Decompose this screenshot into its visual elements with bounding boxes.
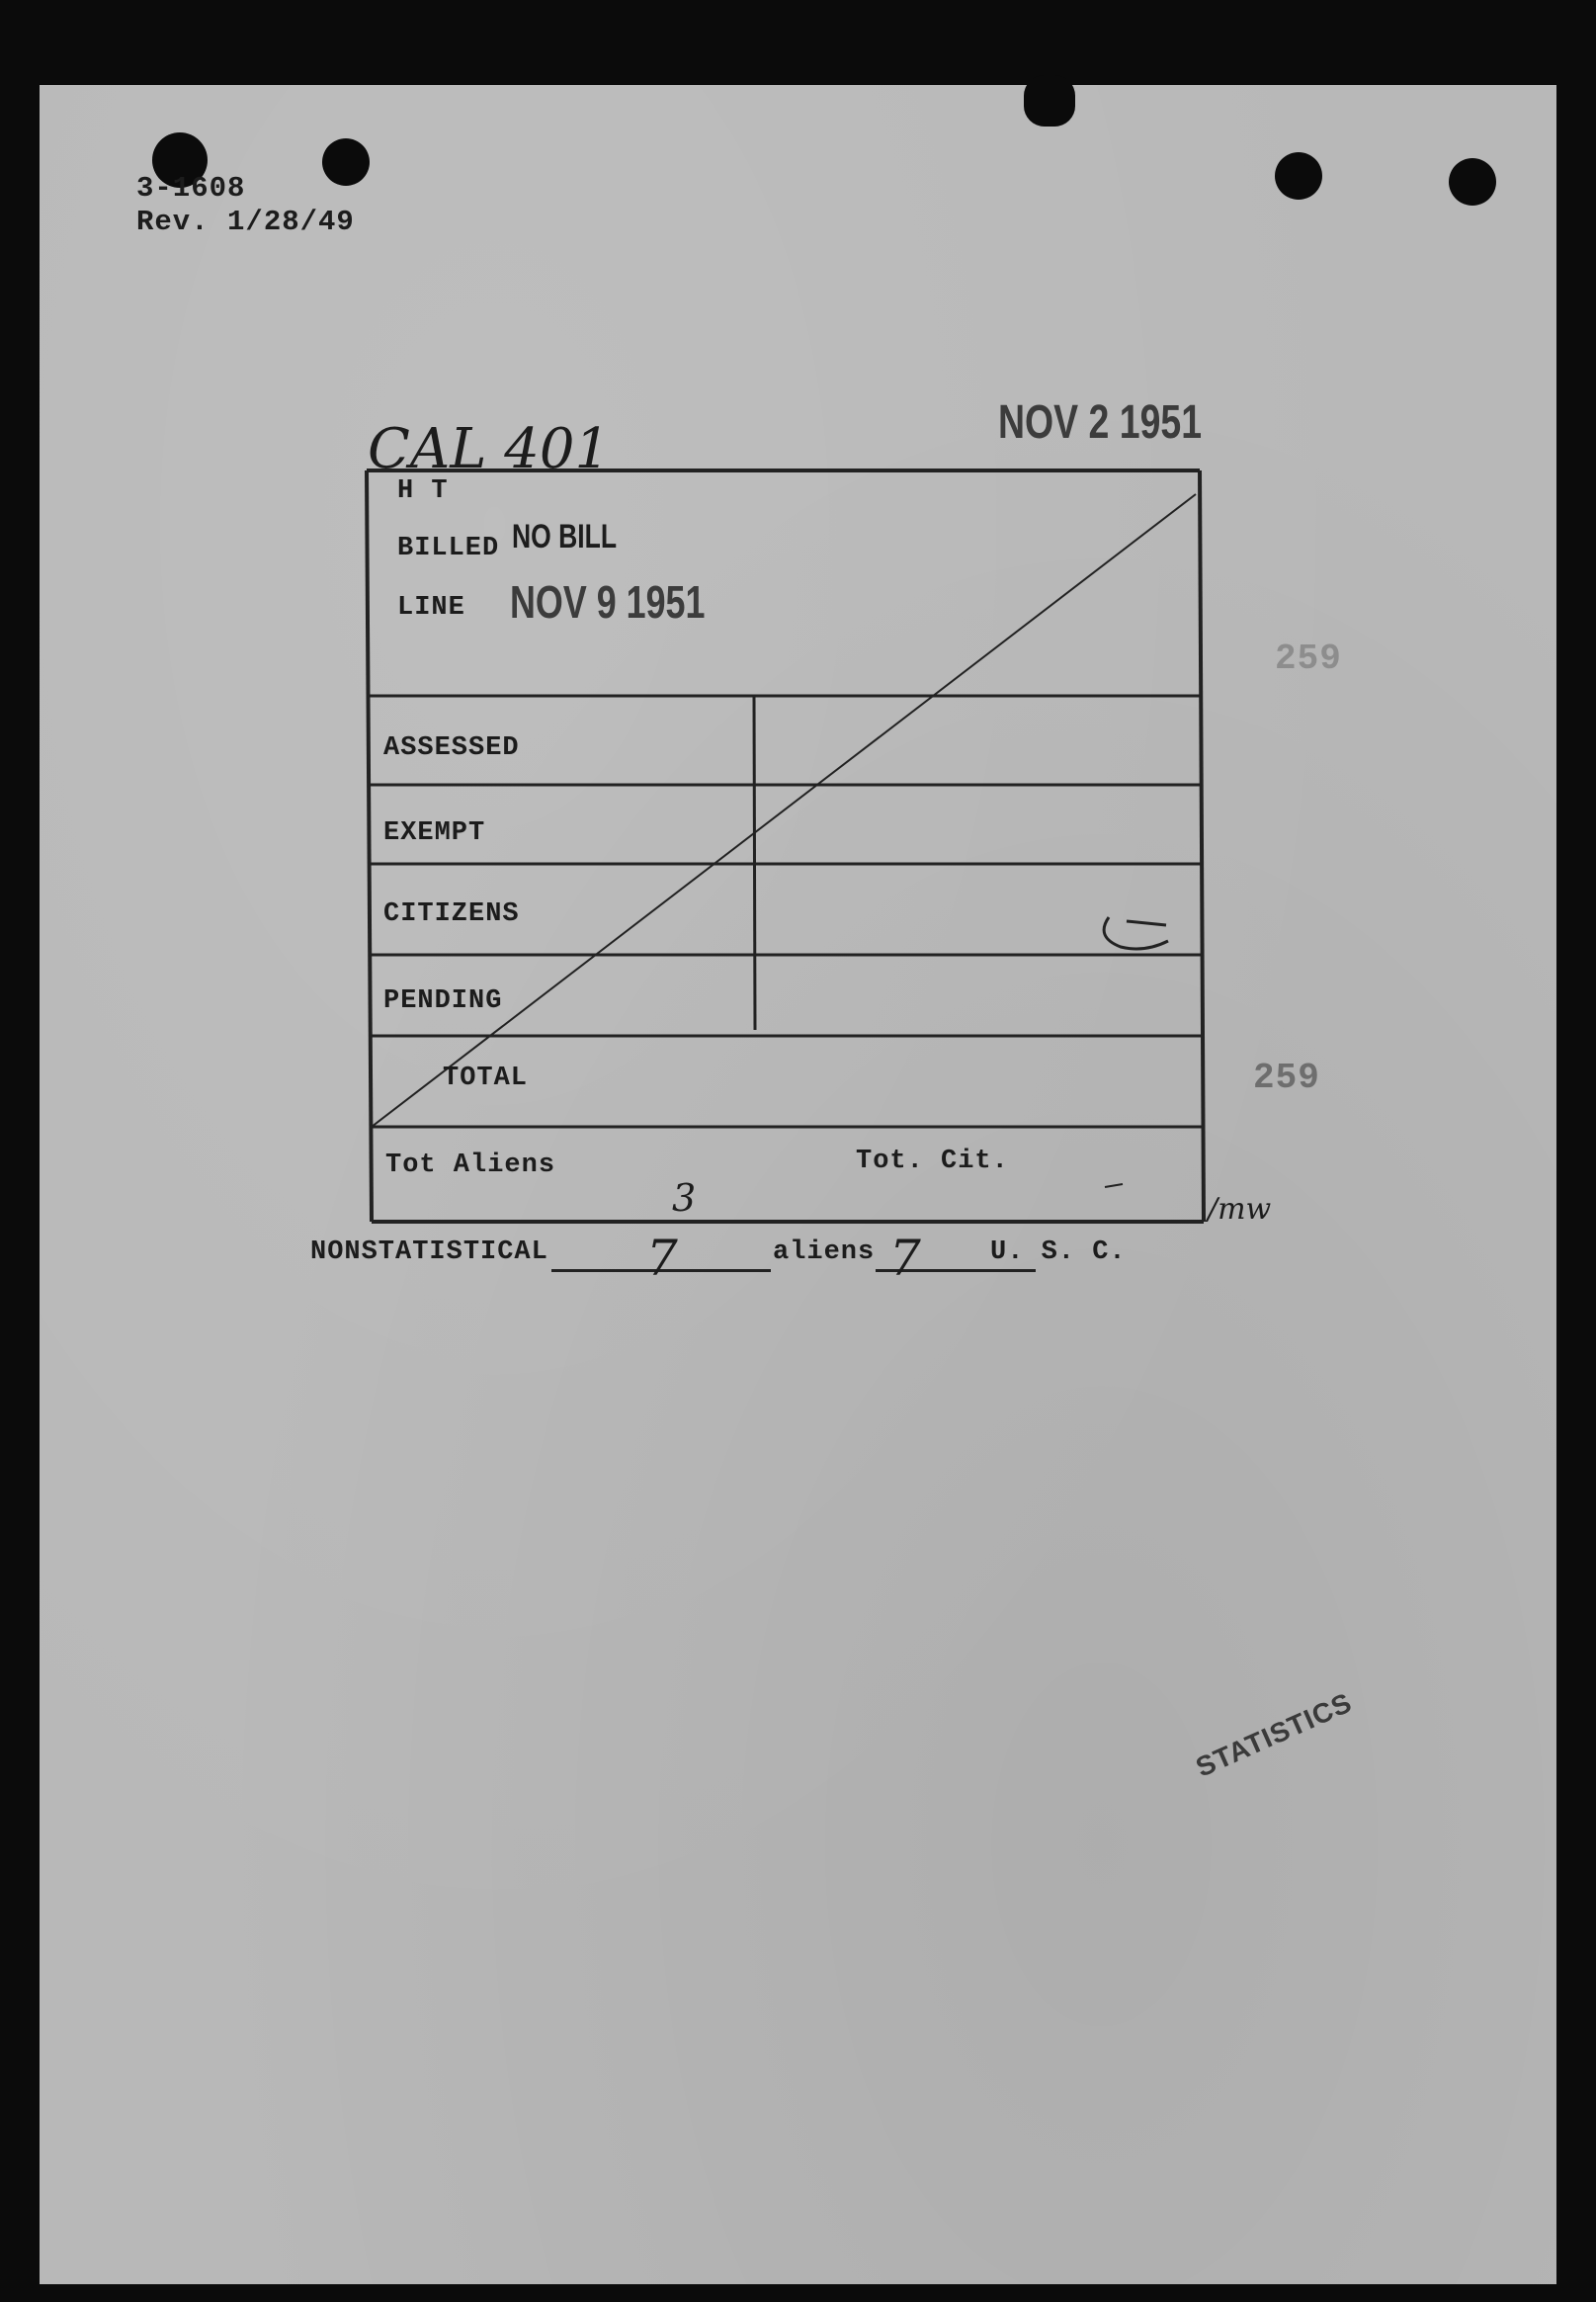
row-label-exempt: EXEMPT [383, 818, 486, 848]
initials: /mw [1208, 1192, 1272, 1227]
margin-number-upper: 259 [1275, 639, 1342, 679]
usc-count: 7 [889, 1230, 921, 1287]
form-number: 3-1608 [136, 172, 246, 205]
aliens-label: aliens [773, 1237, 876, 1267]
document-page [40, 85, 1556, 2284]
nonstatistical-label: NONSTATISTICAL [310, 1237, 548, 1267]
no-bill-stamp: NO BILL [512, 518, 618, 555]
ht-label: H T [397, 476, 449, 506]
billed-label: BILLED [397, 534, 500, 563]
form-grid [40, 85, 1556, 2284]
row-label-assessed: ASSESSED [383, 733, 520, 763]
file-reference: CAL 401 [368, 417, 611, 481]
margin-number-total: 259 [1253, 1058, 1320, 1098]
line-label: LINE [397, 593, 465, 623]
row-label-citizens: CITIZENS [383, 899, 520, 929]
form-revision: Rev. 1/28/49 [136, 206, 355, 238]
tot-aliens-label: Tot Aliens [385, 1151, 556, 1180]
tot-cit-label: Tot. Cit. [856, 1147, 1009, 1176]
line-date-stamp: NOV 9 1951 [510, 576, 706, 628]
handwritten-three: 3 [672, 1176, 697, 1220]
row-label-pending: PENDING [383, 986, 503, 1016]
usc-label: U. S. C. [990, 1237, 1127, 1267]
statistics-stamp: STATISTICS [1191, 1686, 1357, 1783]
received-date-stamp: NOV 2 1951 [998, 396, 1203, 449]
total-label: TOTAL [443, 1064, 529, 1093]
aliens-count: 7 [646, 1230, 678, 1287]
